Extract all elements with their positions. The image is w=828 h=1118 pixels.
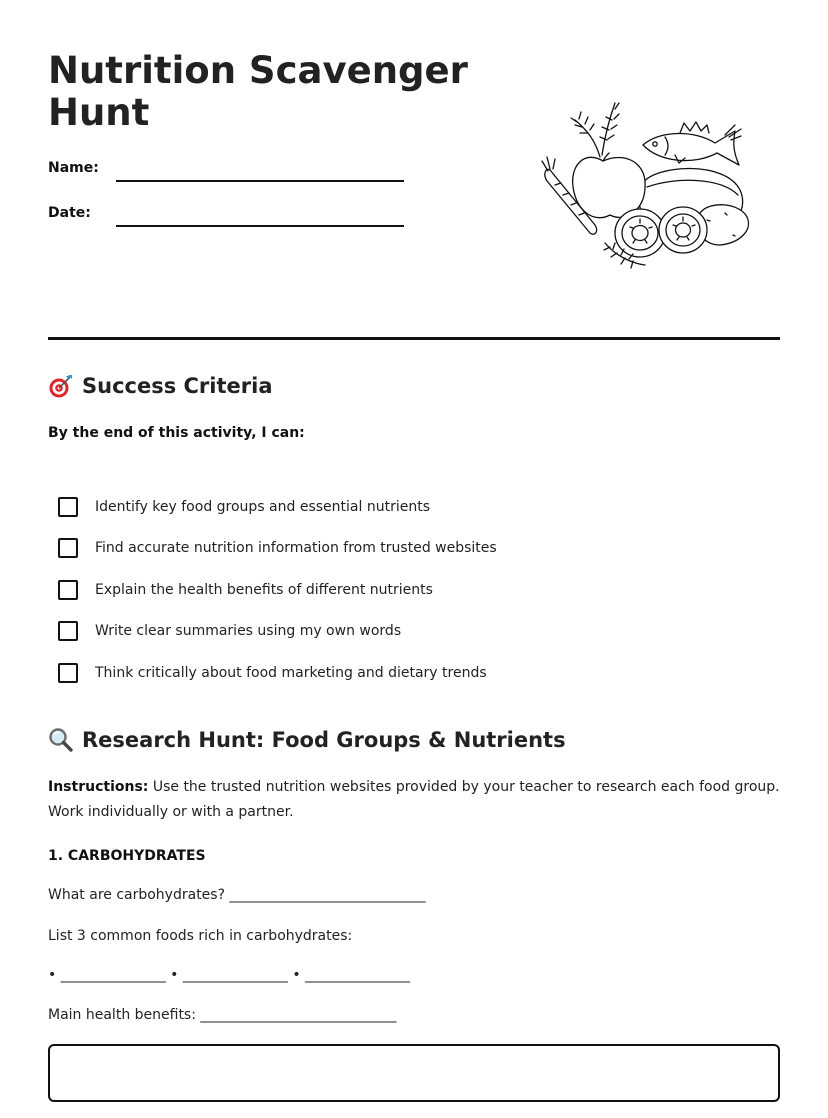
date-label: Date: bbox=[48, 205, 91, 221]
research-hunt-title: Research Hunt: Food Groups & Nutrients bbox=[82, 728, 566, 752]
success-criteria-list bbox=[58, 486, 497, 694]
research-hunt-heading bbox=[48, 727, 566, 753]
criteria-item bbox=[58, 611, 497, 653]
question-health-benefits: Main health benefits: ____________________________ bbox=[48, 1007, 397, 1023]
criteria-checkbox[interactable] bbox=[58, 663, 78, 683]
name-label: Name: bbox=[48, 160, 99, 176]
criteria-text: Identify key food groups and essential nutrients bbox=[95, 498, 430, 515]
carbohydrates-heading: 1. CARBOHYDRATES bbox=[48, 848, 206, 864]
magnifier-icon bbox=[48, 727, 74, 753]
question-what-are-carbohydrates: What are carbohydrates? ____________________________ bbox=[48, 887, 426, 903]
instructions bbox=[48, 775, 780, 825]
success-criteria-intro: By the end of this activity, I can: bbox=[48, 425, 305, 441]
criteria-checkbox[interactable] bbox=[58, 538, 78, 558]
criteria-checkbox[interactable] bbox=[58, 621, 78, 641]
instructions-label: Instructions: bbox=[48, 779, 149, 795]
criteria-text: Explain the health benefits of different nutrients bbox=[95, 581, 433, 598]
criteria-item bbox=[58, 528, 497, 570]
answer-box[interactable] bbox=[48, 1044, 780, 1102]
success-criteria-title: Success Criteria bbox=[82, 374, 273, 398]
bullet-answer-blanks: • _______________ • _______________ • _______________ bbox=[48, 967, 411, 983]
target-icon bbox=[48, 373, 74, 399]
criteria-checkbox[interactable] bbox=[58, 580, 78, 600]
question-list-foods: List 3 common foods rich in carbohydrates: bbox=[48, 928, 353, 944]
divider bbox=[48, 337, 780, 340]
name-field[interactable] bbox=[116, 180, 404, 182]
criteria-text: Find accurate nutrition information from trusted websites bbox=[95, 540, 497, 557]
criteria-item bbox=[58, 652, 497, 694]
criteria-item bbox=[58, 569, 497, 611]
instructions-text: Use the trusted nutrition websites provided by your teacher to research each food group. Work individually or with a partner. bbox=[48, 779, 780, 820]
criteria-checkbox[interactable] bbox=[58, 497, 78, 517]
criteria-text: Think critically about food marketing and dietary trends bbox=[95, 664, 487, 681]
criteria-text: Write clear summaries using my own words bbox=[95, 623, 402, 640]
date-field[interactable] bbox=[116, 225, 404, 227]
criteria-item bbox=[58, 486, 497, 528]
fruits-vegetables-fish-illustration bbox=[535, 95, 755, 280]
success-criteria-heading bbox=[48, 373, 273, 399]
page-title: Nutrition Scavenger Hunt bbox=[48, 49, 468, 134]
